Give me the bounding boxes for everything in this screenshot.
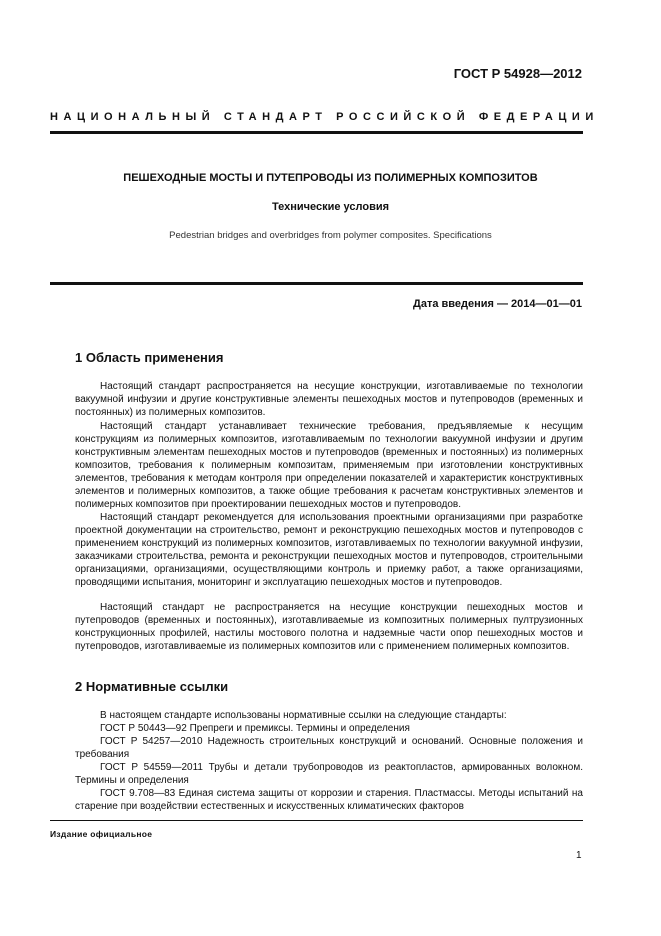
- footer-divider: [50, 820, 583, 821]
- national-standard-banner: НАЦИОНАЛЬНЫЙ СТАНДАРТ РОССИЙСКОЙ ФЕДЕРАЦИИ: [50, 111, 599, 123]
- title-divider: [50, 282, 583, 285]
- section-1-heading: 1 Область применения: [75, 350, 224, 365]
- document-code: ГОСТ Р 54928—2012: [453, 66, 582, 81]
- normative-reference: ГОСТ Р 50443—92 Препреги и премиксы. Термины и определения: [100, 723, 410, 734]
- normative-reference: ГОСТ Р 54559—2011 Трубы и детали трубопроводов из реактопластов, армированных волокном. Термины и определения: [75, 762, 583, 786]
- section-1-paragraph: Настоящий стандарт распространяется на несущие конструкции, изготавливаемые по технологии вакуумной инфузии и другие конструктивные элементы пешеходных мостов и путепроводов (временных и постоянных) из полимерных композитов.: [75, 381, 583, 418]
- section-1-paragraph: Настоящий стандарт не распространяется на несущие конструкции пешеходных мостов и путепроводов (временных и постоянных), изготавливаемые из композитных полимерных пултрузионных конструкционных профилей, настилы мостового полотна и надземные части опор пешеходных мостов и путепроводов, изготавливаемые из полимерных композитов или с применением полимерных композитов.: [75, 602, 583, 652]
- page-number: 1: [576, 850, 582, 861]
- normative-reference: ГОСТ 9.708—83 Единая система защиты от коррозии и старения. Пластмассы. Методы испытаний на старение при воздействии естественных и искусственных климатических факторов: [75, 788, 583, 812]
- normative-reference: ГОСТ Р 54257—2010 Надежность строительных конструкций и оснований. Основные положения и требования: [75, 736, 583, 760]
- official-edition-label: Издание официальное: [50, 829, 153, 839]
- section-1-paragraph: Настоящий стандарт устанавливает технические требования, предъявляемые к несущим конструкциям из полимерных композитов, изготавливаемым по технологии вакуумной инфузии и другим конструктивным элементам пешеходных мостов и путепроводов (временных и постоянных) из полимерных композитов, требования к полимерным композитам, применяемым при изготовлении конструктивных элементов, требования к методам контроля при определении показателей и характеристик конструктивных элементов и полимерных композитов, а также общие требования к расчетам конструктивных элементов и полимерных композитов при проектировании пешеходных мостов и путепроводов.: [75, 421, 583, 510]
- english-title: Pedestrian bridges and overbridges from polymer composites. Specifications: [169, 230, 492, 241]
- section-2-heading: 2 Нормативные ссылки: [75, 679, 229, 694]
- introduction-date: Дата введения — 2014—01—01: [413, 298, 582, 310]
- top-divider: [50, 131, 583, 134]
- section-1-paragraph: Настоящий стандарт рекомендуется для использования проектными организациями при разработке проектной документации на строительство, ремонт и реконструкцию пешеходных мостов и путепроводов с применением конструкций из полимерных композитов, изготавливаемых по технологии вакуумной инфузии, заказчиками строительства, ремонта и реконструкции пешеходных мостов и путепроводов, строительными организациями, организациями, осуществляющими контроль и приемку работ, а также организациями, проводящими испытания, мониторинг и эксплуатацию пешеходных мостов и путепроводов.: [75, 512, 583, 588]
- document-subtitle: Технические условия: [271, 201, 390, 213]
- document-title: ПЕШЕХОДНЫЕ МОСТЫ И ПУТЕПРОВОДЫ ИЗ ПОЛИМЕРНЫХ КОМПОЗИТОВ: [123, 172, 538, 184]
- section-2-intro: В настоящем стандарте использованы нормативные ссылки на следующие стандарты:: [100, 710, 507, 721]
